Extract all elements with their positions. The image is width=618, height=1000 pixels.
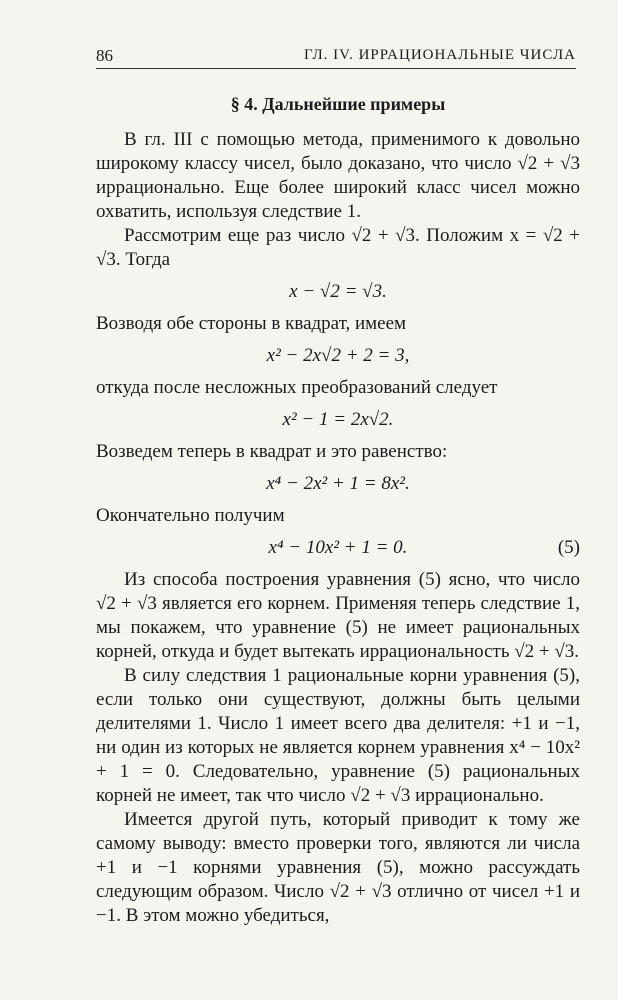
equation-2: x² − 2x√2 + 2 = 3, [266, 345, 410, 366]
equation-4: x⁴ − 2x² + 1 = 8x². [266, 473, 410, 494]
paragraph-5: Возведем теперь в квадрат и это равенство: [96, 441, 448, 462]
running-header [96, 44, 576, 69]
equation-5 [96, 536, 580, 560]
equation-5-body: x⁴ − 10x² + 1 = 0. [268, 537, 408, 558]
paragraph-4: откуда после несложных преобразований следует [96, 377, 498, 398]
paragraph-8: В силу следствия 1 рациональные корни уравнения (5), если только они существуют, должны быть целыми делителями 1. Число 1 имеет всего два делителя: +1 и −1, ни один из которых не является корнем уравнения x⁴ − 10x² + 1 = 0. Следовательно, уравнение (5) рациональных корней не имеет, так что число √2 + √3 иррационально. [96, 665, 580, 806]
page-number: 86 [96, 46, 113, 65]
paragraph-1: В гл. III с помощью метода, применимого к довольно широкому классу чисел, было доказано, что число √2 + √3 иррационально. Еще более широкий класс чисел можно охватить, используя следствие 1. [96, 129, 580, 222]
equation-3: x² − 1 = 2x√2. [282, 409, 394, 430]
paragraph-3: Возводя обе стороны в квадрат, имеем [96, 313, 407, 334]
page-body [96, 92, 580, 928]
paragraph-9: Имеется другой путь, который приводит к тому же самому выводу: вместо проверки того, являются ли числа +1 и −1 корнями уравнения (5), можно рассуждать следующим образом. Число √2 + √3 отлично от чисел +1 и −1. В этом можно убедиться, [96, 809, 580, 926]
running-head: ГЛ. IV. ИРРАЦИОНАЛЬНЫЕ ЧИСЛА [303, 47, 576, 63]
paragraph-7: Из способа построения уравнения (5) ясно, что число √2 + √3 является его корнем. Применяя теперь следствие 1, мы покажем, что уравнение (5) не имеет рациональных корней, откуда и будет вытекать иррациональность √2 + √3. [96, 569, 580, 662]
paragraph-6: Окончательно получим [96, 505, 285, 526]
equation-number: (5) [557, 537, 580, 558]
equation-1: x − √2 = √3. [289, 281, 387, 302]
section-title: § 4. Дальнейшие примеры [230, 94, 446, 114]
paragraph-2: Рассмотрим еще раз число √2 + √3. Положим x = √2 + √3. Тогда [96, 225, 580, 270]
